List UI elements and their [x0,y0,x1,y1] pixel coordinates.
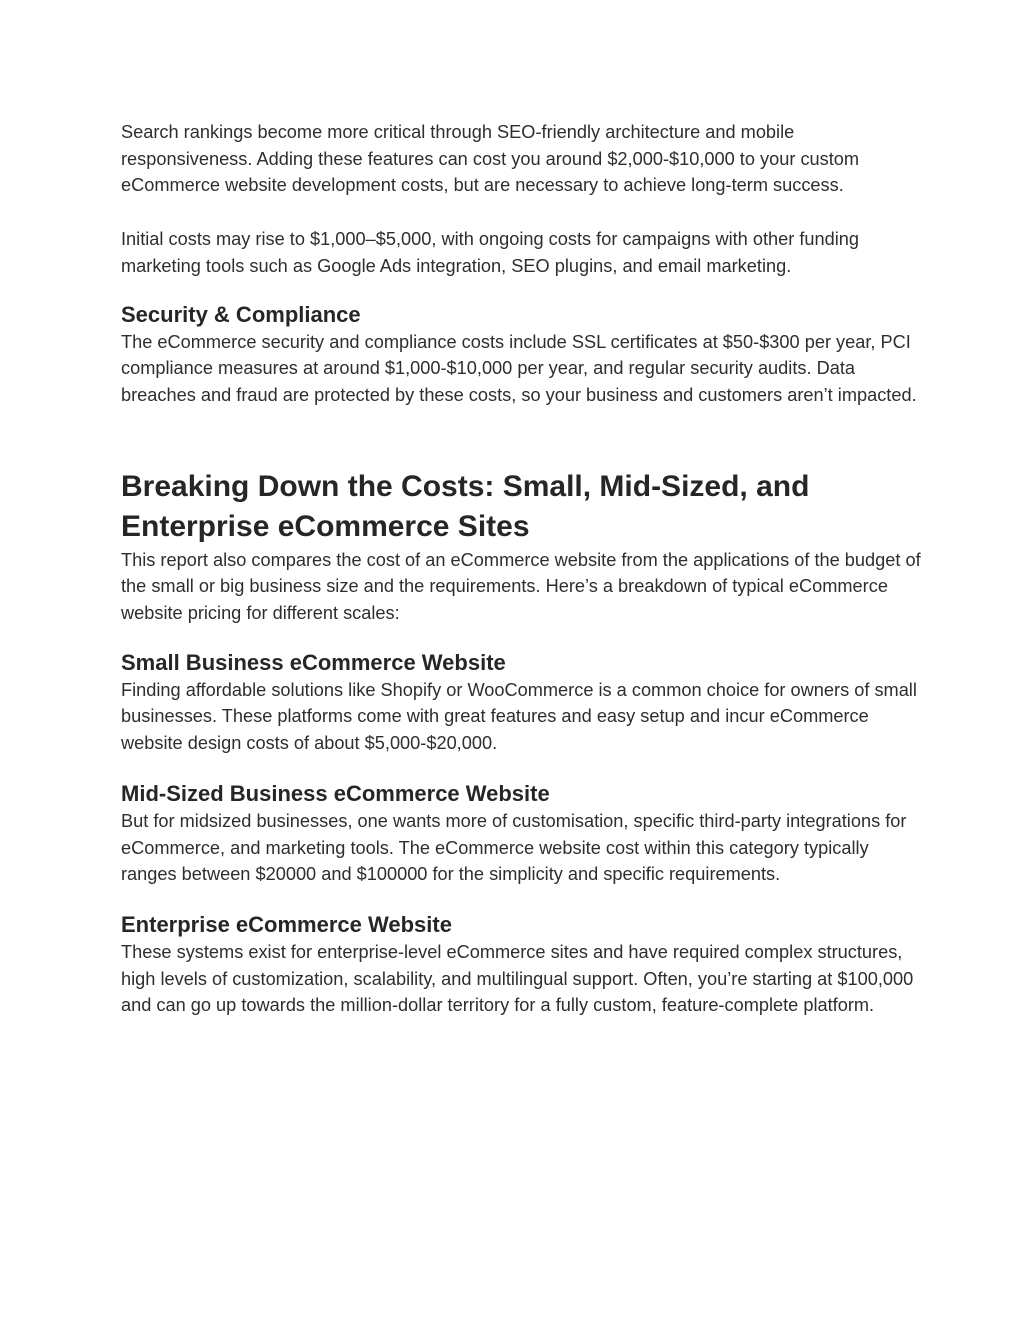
enterprise-section [121,910,921,1019]
breakdown-section [121,467,921,627]
intro-paragraph-marketing: Initial costs may rise to $1,000–$5,000, with ongoing costs for campaigns with other funding marketing tools such as Google Ads integration, SEO plugins, and email marketing. [121,229,860,276]
intro-paragraph-seo: Search rankings become more critical through SEO-friendly architecture and mobile responsiveness. Adding these features can cost you around $2,000-$10,000 to your custom eCommerce website development costs, but are necessary to achieve long-term success. [121,122,860,196]
small-business-body: Finding affordable solutions like Shopify or WooCommerce is a common choice for owners of small businesses. These platforms come with great features and easy setup and incur eCommerce website design costs of about $5,000-$20,000. [121,679,917,754]
security-section [121,300,921,409]
security-body: The eCommerce security and compliance costs include SSL certificates at $50-$300 per year, PCI compliance measures at around $1,000-$10,000 per year, and regular security audits. Data breaches and fraud are protected by these costs, so your business and customers aren’t impacted. [121,331,917,405]
security-heading: Security & Compliance [121,301,361,327]
document-page [121,119,921,1019]
breakdown-body: This report also compares the cost of an eCommerce website from the applications of the budget of the small or big business size and the requirements. Here’s a breakdown of typical eCommerce website pricing for different scales: [121,549,921,624]
mid-sized-body: But for midsized businesses, one wants more of customisation, specific third-party integrations for eCommerce, and marketing tools. The eCommerce website cost within this category typically ranges between $20000 and $100000 for the simplicity and specific requirements. [121,810,907,885]
small-business-heading: Small Business eCommerce Website [121,649,506,675]
small-business-section [121,648,921,757]
enterprise-heading: Enterprise eCommerce Website [121,911,452,937]
breakdown-heading: Breaking Down the Costs: Small, Mid-Sized, and Enterprise eCommerce Sites [121,469,810,543]
mid-sized-heading: Mid-Sized Business eCommerce Website [121,780,550,806]
mid-sized-section [121,779,921,888]
enterprise-body: These systems exist for enterprise-level eCommerce sites and have required complex structures, high levels of customization, scalability, and multilingual support. Often, you’re starting at $100,000 and can go up towards the million-dollar territory for a fully custom, feature-complete platform. [121,941,914,1016]
